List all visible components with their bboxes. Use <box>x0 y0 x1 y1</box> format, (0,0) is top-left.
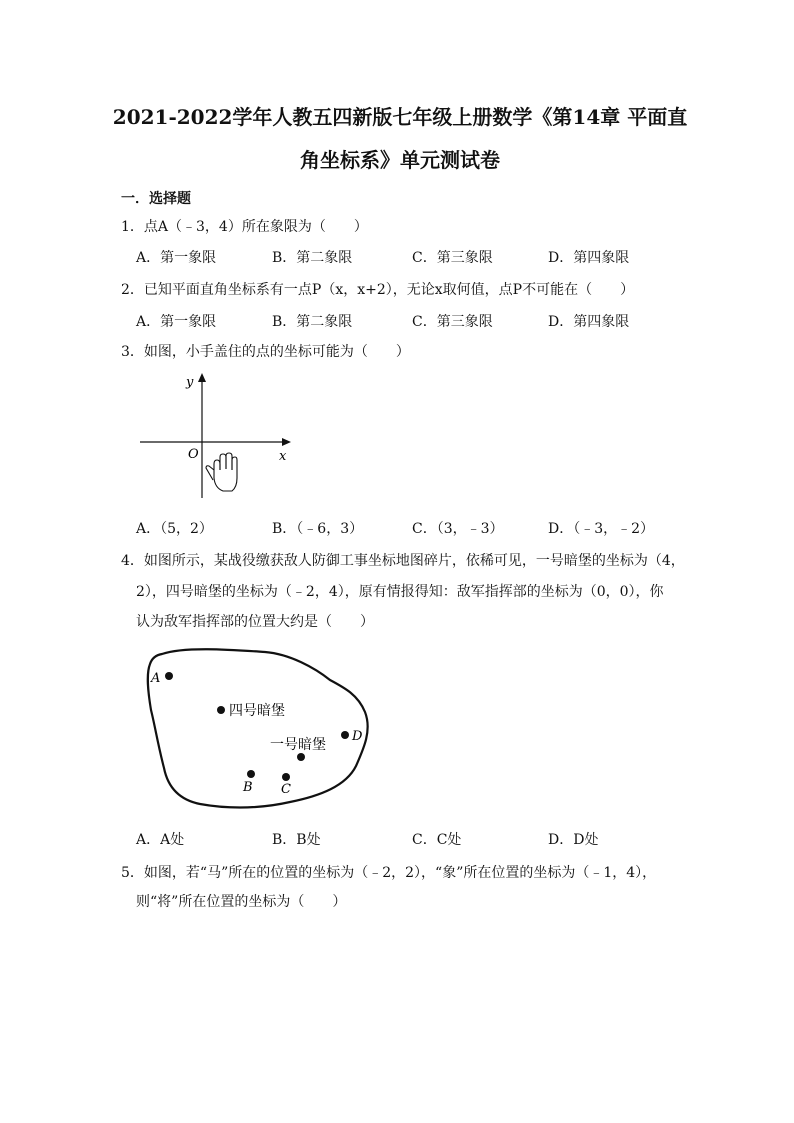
q1-option-a: A．第一象限 <box>136 250 217 266</box>
map-label-d: D <box>352 729 363 744</box>
hand-icon <box>206 453 237 491</box>
question-2-stem: 2．已知平面直角坐标系有一点P（x，x+2），无论x取何值，点P不可能在（ ） <box>121 282 635 298</box>
q3-x-arrow <box>282 438 291 446</box>
q3-x-label: x <box>279 449 287 464</box>
map-point-bunker-4 <box>217 706 225 714</box>
q3-origin-label: O <box>188 447 199 462</box>
q3-option-c: C．（3，﹣3） <box>412 521 504 537</box>
q3-y-label: y <box>186 375 194 390</box>
map-point-d <box>341 731 349 739</box>
map-label-a: A <box>151 671 161 686</box>
map-point-bunker-1 <box>297 753 305 761</box>
question-5-stem-line-2: 则“将”所在位置的坐标为（ ） <box>136 894 347 910</box>
q3-y-arrow <box>198 373 206 382</box>
q2-option-a: A．第一象限 <box>136 314 217 330</box>
q1-option-b: B．第二象限 <box>272 250 353 266</box>
section-heading: 一．选择题 <box>121 191 191 207</box>
map-point-c <box>282 773 290 781</box>
question-4-stem-line-2: 2），四号暗堡的坐标为（﹣2，4），原有情报得知：敌军指挥部的坐标为（0，0），你 <box>136 584 664 600</box>
question-1-stem: 1．点A（﹣3，4）所在象限为（ ） <box>121 219 368 235</box>
map-label-bunker-1: 一号暗堡 <box>270 737 326 753</box>
q3-option-a: A．（5，2） <box>136 521 213 537</box>
question-3-stem: 3．如图，小手盖住的点的坐标可能为（ ） <box>121 344 410 360</box>
q4-option-d: D．D处 <box>548 832 599 848</box>
q3-option-b: B．（﹣6，3） <box>272 521 364 537</box>
q2-option-d: D．第四象限 <box>548 314 630 330</box>
question-4-stem-line-1: 4．如图所示，某战役缴获敌人防御工事坐标地图碎片，依稀可见，一号暗堡的坐标为（4， <box>121 553 685 569</box>
q1-option-c: C．第三象限 <box>412 250 493 266</box>
document-title-line-1: 2021-2022学年人教五四新版七年级上册数学《第14章 平面直 <box>112 105 688 129</box>
map-label-c: C <box>281 782 291 797</box>
q3-option-d: D．（﹣3，﹣2） <box>548 521 655 537</box>
q4-option-a: A．A处 <box>136 832 185 848</box>
question-4-stem-line-3: 认为敌军指挥部的位置大约是（ ） <box>136 614 374 630</box>
document-title-line-2: 角坐标系》单元测试卷 <box>300 148 500 172</box>
q2-option-c: C．第三象限 <box>412 314 493 330</box>
q2-option-b: B．第二象限 <box>272 314 353 330</box>
map-label-bunker-4: 四号暗堡 <box>229 703 285 719</box>
question-5-stem-line-1: 5．如图，若“马”所在的位置的坐标为（﹣2，2），“象”所在位置的坐标为（﹣1，4）， <box>121 865 657 881</box>
q4-map-fragment <box>140 640 370 820</box>
q3-coordinate-figure <box>136 370 296 502</box>
map-outline <box>148 649 368 807</box>
q4-option-c: C．C处 <box>412 832 462 848</box>
map-point-b <box>247 770 255 778</box>
q4-option-b: B．B处 <box>272 832 321 848</box>
map-point-a <box>165 672 173 680</box>
map-label-b: B <box>243 780 253 795</box>
q1-option-d: D．第四象限 <box>548 250 630 266</box>
